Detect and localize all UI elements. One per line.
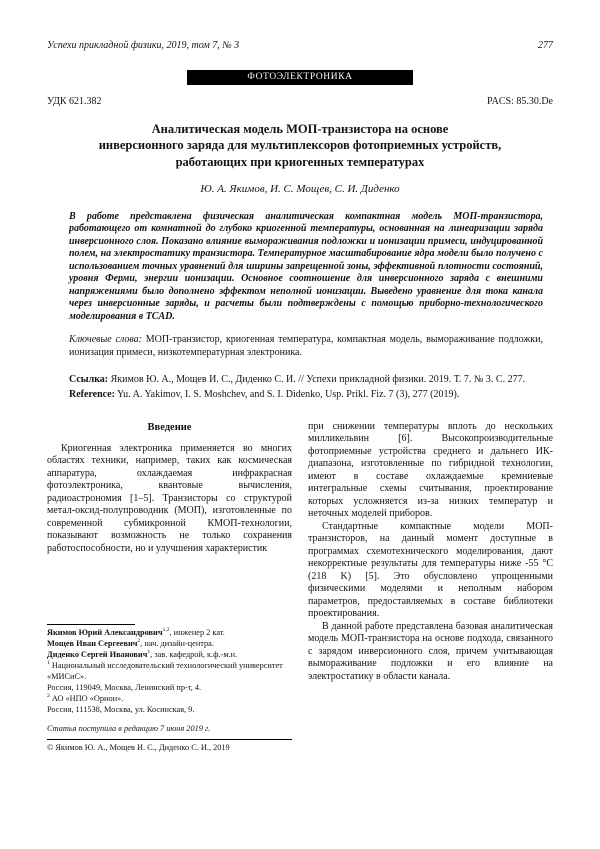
- left-column: [47, 421, 292, 754]
- footnote-separator-rule: [47, 624, 135, 625]
- footnote-affiliation-2-text: АО «НПО «Орион».: [49, 694, 124, 704]
- running-head: [47, 40, 553, 51]
- footnote-author-3-marker: 1: [147, 649, 151, 656]
- section-banner: ФОТОЭЛЕКТРОНИКА: [187, 70, 412, 85]
- footnote-author-1-role: , инженер 2 кат.: [169, 628, 225, 638]
- footnote-affiliation-2-marker: 2: [47, 693, 50, 700]
- citation-ru-label: Ссылка:: [69, 373, 109, 385]
- copyright-separator-rule: [47, 739, 292, 740]
- pacs-code: PACS: 85.30.De: [486, 96, 553, 107]
- footnote-author-1-marker: 1,2: [162, 627, 170, 634]
- section-banner-row: [47, 66, 553, 85]
- footnote-author-3-name: Диденко Сергей Иванович: [47, 650, 148, 660]
- footnote-affiliation-2: [47, 694, 292, 705]
- citation-en: [69, 388, 543, 401]
- footnote-author-3-role: , зав. кафедрой, к.ф.-м.н.: [150, 650, 238, 660]
- citation-ru: [69, 373, 543, 386]
- footnote-affiliation-2-address: Россия, 111538, Москва, ул. Косинская, 9.: [47, 705, 195, 715]
- udk-code: УДК 621.382: [47, 96, 102, 107]
- footnote-author-3: [47, 650, 292, 661]
- two-column-body: [47, 421, 553, 754]
- body-paragraph-2: Стандартные компактные модели МОП-транзисторов, на данный момент доступные в программах схемотехнического моделирования, дают некорректные результаты для температуры ниже -55 °C (218 K) [5]. Это обусловлено упрощенными физическими моделями и неполным набором параметров, предоставляемых в составе библиотеки проектирования.: [308, 520, 553, 620]
- intro-paragraph: Криогенная электроника применяется во многих областях техники, например, таких как космическая аппаратура, охлаждаемая инфракрасная фотоэлектроника, квантовые вычисления, радиоастрономия [1–5]. Транзисторы со структурой метал-оксид-полупроводник (МОП), изготовленные по современной субмикронной КМОП-технологии, показывают возможность не только сохранения работоспособности, но и улучшения характеристик: [47, 442, 292, 554]
- footnote-author-2-name: Мощев Иван Сергеевич: [47, 639, 138, 649]
- citation-en-text: Yu. A. Yakimov, I. S. Moshchev, and S. I. Didenko, Usp. Prikl. Fiz. 7 (3), 277 (2019).: [114, 388, 460, 400]
- title-line-2: инверсионного заряда для мультиплексоров фотоприемных устройств,: [98, 138, 502, 153]
- footnote-author-2-marker: 2: [137, 638, 141, 645]
- page-number: 277: [538, 40, 553, 51]
- body-paragraph-3: В данной работе представлена базовая аналитическая модель МОП-транзистора на основе подхода, связанного с зарядом инверсионного слоя, причем учитывающая вымораживание подложки и его влияние на электростатику в области канала.: [308, 620, 553, 682]
- codes-row: [47, 96, 553, 107]
- keywords-paragraph: [69, 334, 543, 360]
- body-paragraph-1: при снижении температуры вплоть до нескольких милликельвин [6]. Высокопроизводительные фотоприемные устройства среднего и дальнего ИК-диапазона, изготовленные по гибридной технологии, имеют в составе охлаждаемые кремниевые интегральные схемы считывания, проектирование которых усложняется из-за низких температур и неточных моделей приборов.: [308, 420, 553, 520]
- received-date-note: Статья поступила в редакцию 7 июня 2019 г.: [47, 723, 211, 733]
- introduction-heading: Введение: [147, 421, 192, 433]
- article-authors: Ю. А. Якимов, И. С. Мощев, С. И. Диденко: [200, 182, 400, 195]
- title-line-1: Аналитическая модель МОП-транзистора на основе: [151, 122, 449, 136]
- title-line-3: работающих при криогенных температурах: [175, 154, 425, 169]
- article-title: [47, 121, 553, 170]
- journal-reference: Успехи прикладной физики, 2019, том 7, № 3: [47, 40, 240, 51]
- abstract-text: В работе представлена физическая аналитическая компактная модель МОП-транзистора, работающего от комнатной до глубоко криогенной температуры, основанная на линеаризации заряда инверсионного слоя. Показано влияние вымораживания подложки и ионизации примеси, индуцированной полем, на электростатику транзистора. Температурное масштабирование ядра модели было получено с использованием точных уравнений для ширины запрещенной зоны, эффективной плотности состояний, уровня Ферми, энергии ионизации. Основное соотношение для инверсионного заряда с внешними напряжениями было дополнено эффектом неполной ионизации. Выведено уравнение для тока канала через инверсионные заряды, и расчеты были подтверждены с помощью приборно-технологического моделирования в TCAD.: [69, 210, 543, 322]
- footnote-author-1-name: Якимов Юрий Александрович: [47, 628, 163, 638]
- footnote-affiliation-1: [47, 661, 292, 683]
- citation-ru-text: Якимов Ю. А., Мощев И. С., Диденко С. И. // Успехи прикладной физики. 2019. Т. 7. № 3. С. 277.: [108, 373, 526, 385]
- footnote-author-2-role: , нач. дизайн-центра.: [140, 639, 214, 649]
- keywords-label: Ключевые слова:: [69, 334, 142, 346]
- right-column: [308, 421, 553, 754]
- keywords-text: МОП-транзистор, криогенная температура, компактная модель, вымораживание подложки, ионизация примеси, низкотемпературная электроника.: [69, 334, 543, 359]
- footnote-author-2: [47, 639, 292, 650]
- footnote-affiliation-1-text: Национальный исследовательский технологический университет «МИСиС».: [47, 661, 283, 682]
- copyright-line: © Якимов Ю. А., Мощев И. С., Диденко С. И., 2019: [47, 742, 230, 752]
- footnote-affiliation-1-address: Россия, 119049, Москва, Ленинский пр-т, 4.: [47, 683, 202, 693]
- footnote-affiliation-1-marker: 1: [47, 660, 50, 667]
- author-footnote: [47, 624, 292, 753]
- footnote-author-1: [47, 628, 292, 639]
- citation-block: [69, 373, 543, 401]
- citation-en-label: Reference:: [69, 388, 115, 400]
